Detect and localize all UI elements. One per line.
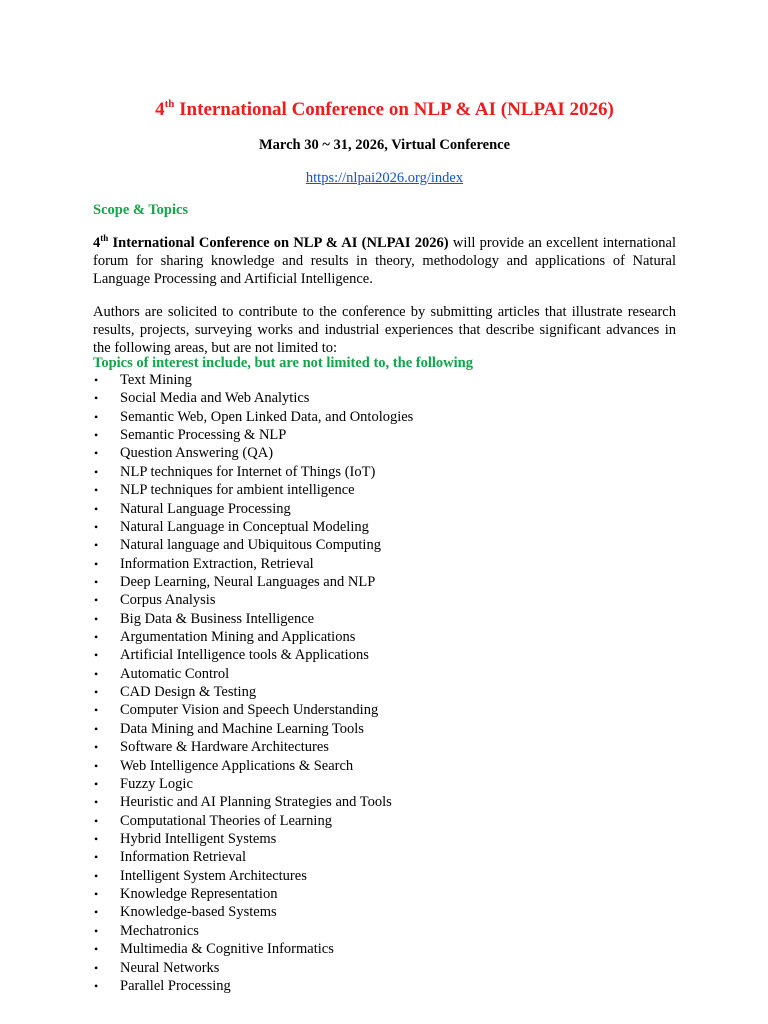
conference-link-row: [93, 169, 676, 187]
bullet-icon: •: [94, 850, 99, 865]
topic-list-item: [93, 610, 413, 628]
topic-text: Computational Theories of Learning: [120, 812, 332, 829]
topic-list-item: [93, 738, 413, 756]
bullet-icon: •: [94, 556, 99, 571]
topic-text: Mechatronics: [120, 922, 199, 939]
bullet-icon: •: [94, 868, 99, 883]
topic-text: Semantic Web, Open Linked Data, and Ontologies: [120, 408, 414, 425]
bullet-icon: •: [94, 574, 99, 589]
bullet-icon: •: [94, 538, 99, 553]
bullet-icon: •: [94, 685, 99, 700]
authors-paragraph: Authors are solicited to contribute to the conference by submitting articles that illustrate research results, projects, surveying works and industrial experiences that describe significant advances in the following areas, but are not limited to:: [93, 304, 676, 356]
topic-text: Deep Learning, Neural Languages and NLP: [120, 573, 376, 590]
intro-rest-text: will provide an excellent international forum for sharing knowledge and results in theory, methodology and applications of Natural Language Processing and Artificial Intelligence.: [93, 235, 676, 287]
bullet-icon: •: [94, 483, 99, 498]
topic-text: Heuristic and AI Planning Strategies and Tools: [120, 794, 392, 811]
topic-list-item: [93, 463, 413, 481]
bullet-icon: •: [94, 721, 99, 736]
bullet-icon: •: [94, 942, 99, 957]
topic-list-item: [93, 408, 413, 426]
topic-text: Social Media and Web Analytics: [120, 390, 310, 407]
bullet-icon: •: [94, 905, 99, 920]
topic-text: Data Mining and Machine Learning Tools: [120, 720, 364, 737]
topic-list-item: [93, 885, 413, 903]
bullet-icon: •: [94, 648, 99, 663]
topic-text: Semantic Processing & NLP: [120, 427, 287, 444]
bullet-icon: •: [94, 373, 99, 387]
bullet-icon: •: [94, 776, 99, 791]
conference-dates: March 30 ~ 31, 2026, Virtual Conference: [258, 137, 511, 153]
bullet-icon: •: [94, 519, 99, 534]
topic-list-item: [93, 867, 413, 885]
topic-text: Information Extraction, Retrieval: [120, 555, 314, 572]
bullet-icon: •: [94, 428, 99, 443]
topic-list-item: [93, 757, 413, 775]
topic-list-item: [93, 628, 413, 646]
topic-list-item: [93, 830, 413, 848]
topic-list-item: [93, 812, 413, 830]
topic-text: Big Data & Business Intelligence: [120, 610, 315, 627]
topic-text: Artificial Intelligence tools & Applications: [120, 647, 369, 664]
topic-list-item: [93, 371, 413, 389]
bullet-icon: •: [94, 831, 99, 846]
topic-text: Intelligent System Architectures: [120, 867, 307, 884]
bullet-icon: •: [94, 740, 99, 755]
bullet-icon: •: [94, 501, 99, 516]
topic-text: NLP techniques for ambient intelligence: [120, 482, 355, 499]
bullet-icon: •: [94, 813, 99, 828]
topic-text: Natural Language Processing: [120, 500, 291, 517]
topic-text: Text Mining: [120, 372, 192, 388]
topic-list-item: [93, 683, 413, 701]
topic-list-item: [93, 500, 413, 518]
topic-list-item: [93, 793, 413, 811]
topic-text: Automatic Control: [120, 665, 230, 682]
topic-list-item: [93, 775, 413, 793]
bullet-icon: •: [94, 666, 99, 681]
topic-list-item: [93, 701, 413, 719]
topic-list-item: [93, 536, 413, 554]
topic-list-item: [93, 518, 413, 536]
bullet-icon: •: [94, 464, 99, 479]
bullet-icon: •: [94, 391, 99, 406]
topic-text: Question Answering (QA): [120, 445, 274, 462]
topic-list-item: [93, 389, 413, 407]
bullet-icon: •: [94, 960, 99, 975]
bullet-icon: •: [94, 446, 99, 461]
topics-list: [93, 371, 413, 995]
topic-list-item: [93, 444, 413, 462]
topic-list-item: [93, 848, 413, 866]
scope-heading: Scope & Topics: [93, 202, 189, 218]
topic-text: Knowledge-based Systems: [120, 904, 277, 921]
intro-conference-name: [93, 235, 449, 251]
topic-text: Web Intelligence Applications & Search: [120, 757, 354, 774]
bullet-icon: •: [94, 630, 99, 645]
topic-list-item: [93, 591, 413, 609]
topic-text: CAD Design & Testing: [120, 684, 257, 701]
bullet-icon: •: [94, 758, 99, 773]
topic-text: Parallel Processing: [120, 977, 231, 994]
bullet-icon: •: [94, 923, 99, 938]
topic-text: Hybrid Intelligent Systems: [120, 830, 277, 847]
title-number: 4: [155, 99, 165, 120]
topic-text: Information Retrieval: [120, 849, 247, 866]
bullet-icon: •: [94, 795, 99, 810]
topic-list-item: [93, 720, 413, 738]
topic-text: NLP techniques for Internet of Things (IoT): [120, 463, 376, 480]
topic-list-item: [93, 481, 413, 499]
intro-number: 4: [93, 235, 101, 251]
topic-list-item: [93, 665, 413, 683]
bullet-icon: •: [94, 703, 99, 718]
intro-paragraph: [93, 234, 676, 288]
title-text: International Conference on NLP & AI (NLPAI 2026): [174, 99, 614, 120]
topics-heading: Topics of interest include, but are not limited to, the following: [93, 355, 473, 371]
topic-text: Argumentation Mining and Applications: [120, 629, 356, 646]
topic-text: Knowledge Representation: [120, 886, 278, 903]
topic-text: Natural Language in Conceptual Modeling: [120, 518, 369, 535]
topic-list-item: [93, 555, 413, 573]
topic-list-item: [93, 573, 413, 591]
bullet-icon: •: [94, 409, 99, 424]
topic-text: Fuzzy Logic: [120, 775, 193, 792]
topic-text: Corpus Analysis: [120, 592, 216, 609]
topic-text: Neural Networks: [120, 959, 220, 976]
title-ordinal-suffix: th: [164, 98, 175, 110]
topic-text: Software & Hardware Architectures: [120, 739, 329, 756]
topic-list-item: [93, 646, 413, 664]
topic-text: Computer Vision and Speech Understanding: [120, 702, 379, 719]
topic-list-item: [93, 977, 413, 995]
conference-title: [93, 98, 676, 122]
topic-list-item: [93, 903, 413, 921]
conference-url-link[interactable]: https://nlpai2026.org/index: [305, 170, 464, 186]
intro-ordinal-suffix: th: [100, 233, 109, 243]
intro-bold-text: International Conference on NLP & AI (NLPAI 2026): [108, 235, 449, 251]
topic-list-item: [93, 959, 413, 977]
bullet-icon: •: [94, 593, 99, 608]
bullet-icon: •: [94, 611, 99, 626]
topic-text: Natural language and Ubiquitous Computing: [120, 537, 381, 554]
topic-text: Multimedia & Cognitive Informatics: [120, 941, 334, 958]
bullet-icon: •: [94, 887, 99, 902]
topic-list-item: [93, 426, 413, 444]
bullet-icon: •: [94, 978, 99, 993]
topic-list-item: [93, 940, 413, 958]
topic-list-item: [93, 922, 413, 940]
